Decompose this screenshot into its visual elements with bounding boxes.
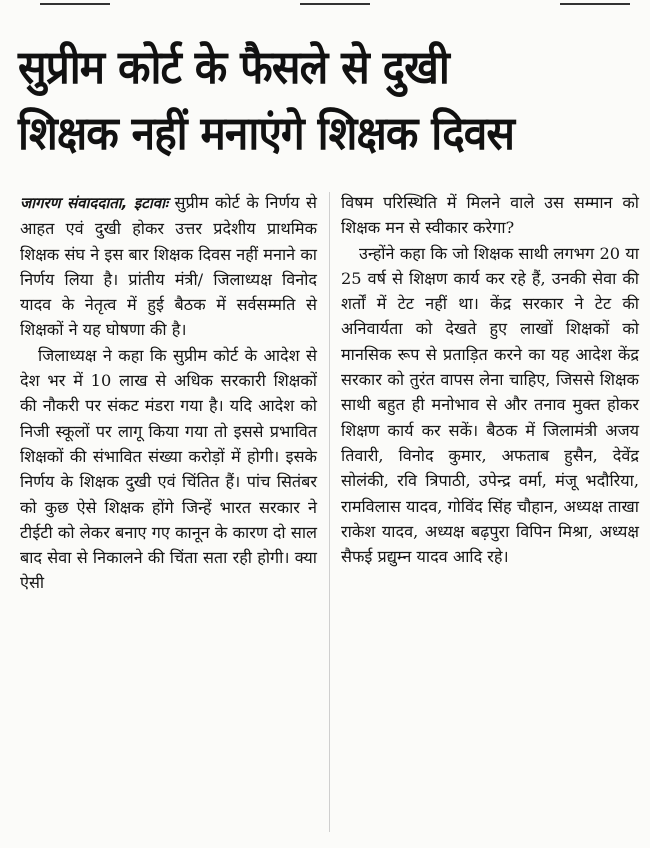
article-paragraph-3: विषम परिस्थिति में मिलने वाले उस सम्मान को शिक्षक मन से स्वीकार करेगा?: [341, 193, 639, 238]
column-divider: [329, 192, 330, 832]
dateline: जागरण संवाददाता, इटावाः: [20, 194, 168, 212]
headline-line-1: सुप्रीम कोर्ट के फैसले से दुखी: [18, 40, 449, 94]
article-paragraph-1-text: सुप्रीम कोर्ट के निर्णय से आहत एवं दुखी होकर उत्तर प्रदेशीय प्राथमिक शिक्षक संघ ने इस बार शिक्षक दिवस नहीं मनाने का निर्णय लिया है। प्रांतीय मंत्री/ जिलाध्यक्ष विनोद यादव के नेतृत्व में हुई बैठक में सर्वसम्मति से शिक्षकों ने यह घोषणा की है।: [20, 193, 317, 340]
article-paragraph-4: उन्होंने कहा कि जो शिक्षक साथी लगभग 20 या 25 वर्ष से शिक्षण कार्य कर रहे हैं, उनकी सेवा की शर्तों में टेट नहीं था। केंद्र सरकार ने टेट की अनिवार्यता को देखते हुए लाखों शिक्षकों को मानसिक रूप से प्रताड़ित करने का यह आदेश केंद्र सरकार को तुरंत वापस लेना चाहिए, जिससे शिक्षक साथी बहुत ही मनोभाव से और तनाव मुक्त होकर शिक्षण कार्य कर सकें। बैठक में जिलामंत्री अजय तिवारी, विनोद कुमार, अफताब हुसैन, देवेंद्र सोलंकी, रवि त्रिपाठी, उपेन्द्र वर्मा, मंजू भदौरिया, रामविलास यादव, गोविंद सिंह चौहान, अध्यक्ष ताखा राकेश यादव, अध्यक्ष बढ़पुरा विपिन मिश्रा, अध्यक्ष सैफई प्रद्युम्न यादव आदि रहे।: [341, 243, 639, 567]
article-paragraph-2: जिलाध्यक्ष ने कहा कि सुप्रीम कोर्ट के आदेश से देश भर में 10 लाख से अधिक सरकारी शिक्षकों की नौकरी पर संकट मंडरा गया है। यदि आदेश को निजी स्कूलों पर लागू किया गया तो इससे प्रभावित शिक्षकों की संभावित संख्या करोड़ों में होगी। इसके निर्णय के शिक्षक दुखी एवं चिंतित हैं। पांच सितंबर को कुछ ऐसे शिक्षक होंगे जिन्हें भारत सरकार ने टीईटी को लेकर बनाए गए कानून के कारण दो साल बाद सेवा से निकालने की चिंता सता रही होगी। क्या ऐसी: [20, 345, 317, 593]
article-column-left: [20, 190, 317, 596]
headline-line-2: शिक्षक नहीं मनाएंगे शिक्षक दिवस: [18, 106, 515, 160]
article-column-right: [341, 190, 639, 569]
article-paragraph-1: [20, 190, 317, 343]
headline: [18, 34, 588, 166]
cropped-previous-text-edge: [0, 0, 650, 10]
